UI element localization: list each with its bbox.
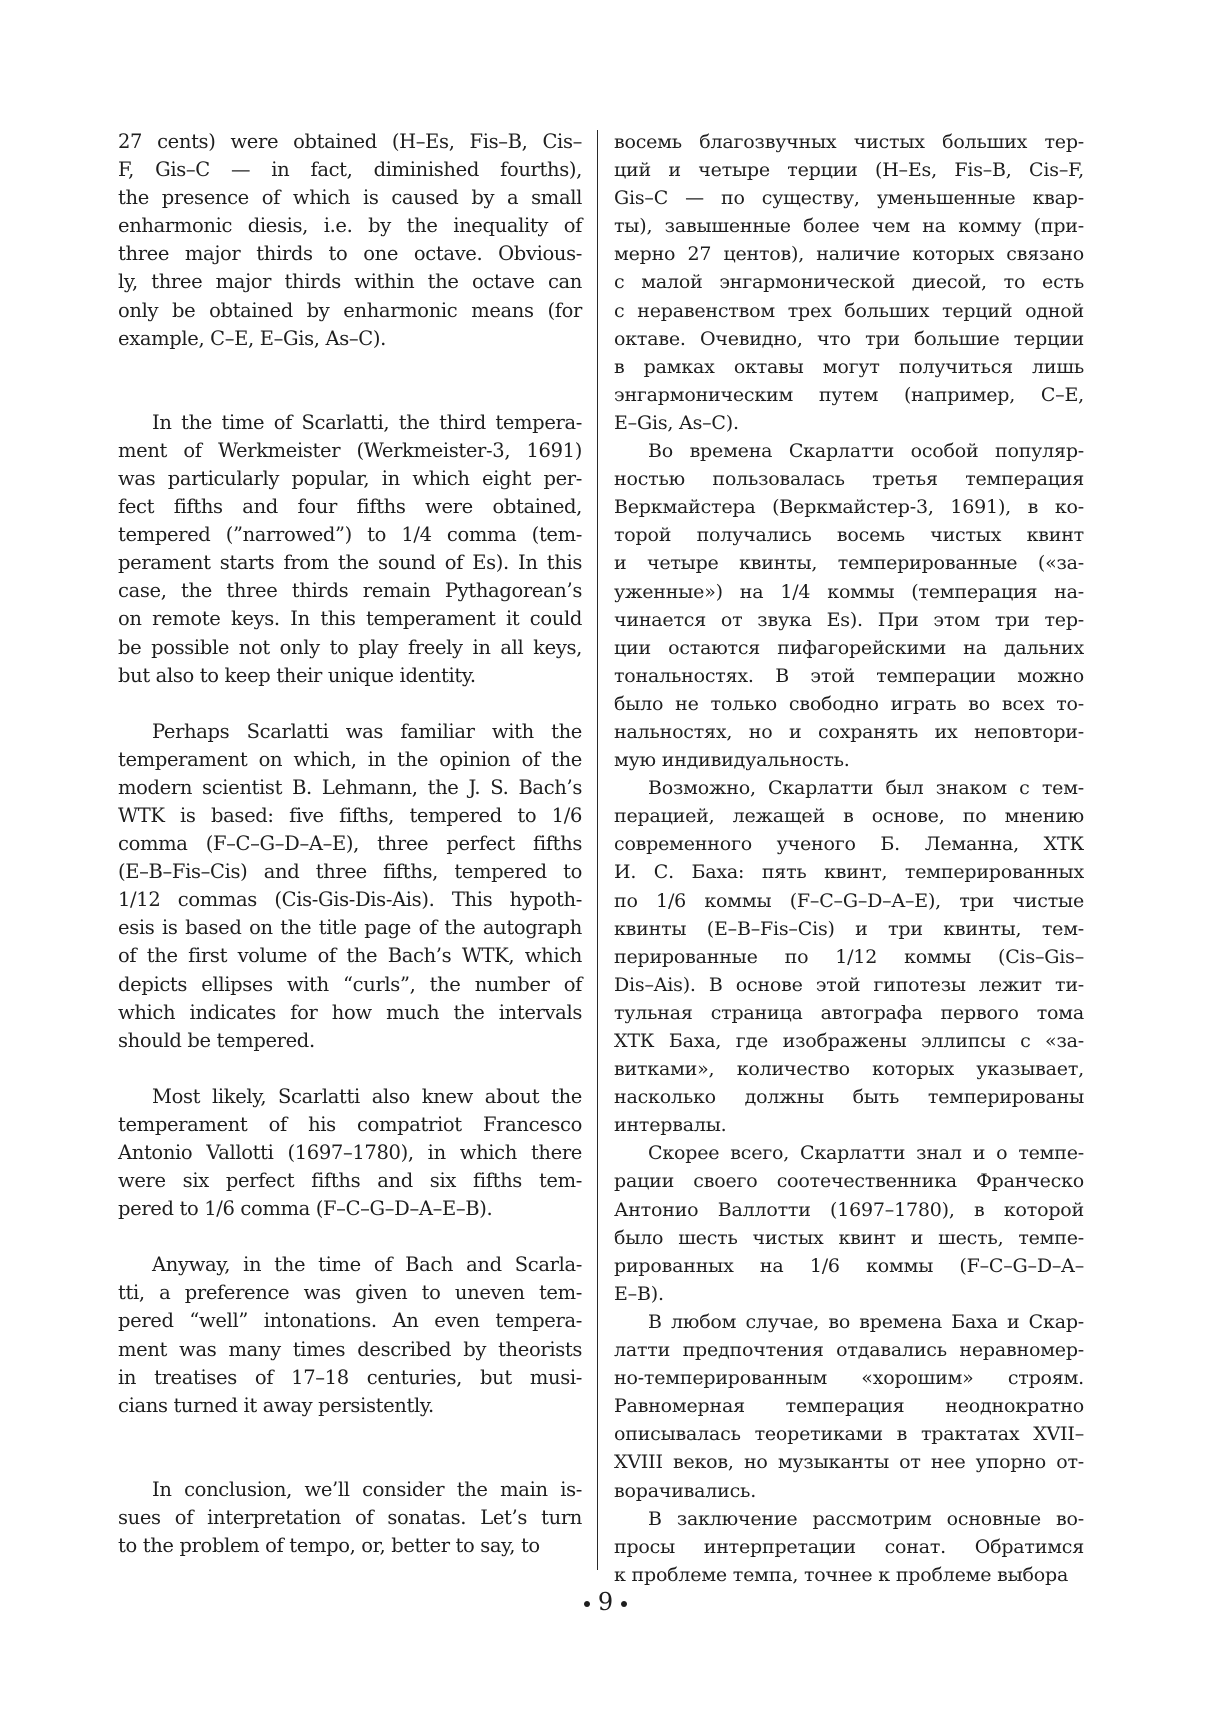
- text-line: only be obtained by enharmonic means (for: [118, 298, 582, 322]
- paragraph: [614, 774, 1084, 1139]
- text-line: of the first volume of the Bach’s WTK, which: [118, 944, 582, 968]
- text-line: comma (F–C–G–D–A–E), three perfect fifths: [118, 832, 582, 856]
- text-line: Perhaps Scarlatti was familiar with the: [152, 719, 582, 743]
- bullet-dot-right: [621, 1601, 627, 1607]
- text-line: WTK is based: five fifths, tempered to 1/6: [118, 803, 582, 827]
- text-line: ment of Werkmeister (Werkmeister-3, 1691): [118, 438, 582, 462]
- text-line: ment was many times described by theorists: [118, 1337, 582, 1361]
- text-line: Скорее всего, Скарлатти знал и о темпе-: [648, 1142, 1084, 1165]
- text-line: Во времена Скарлатти особой популяр-: [648, 440, 1084, 463]
- paragraph: [118, 1083, 582, 1223]
- text-line: ностью пользовалась третья темперация: [614, 468, 1084, 491]
- text-line: ворачивались.: [614, 1479, 757, 1502]
- text-line: the presence of which is caused by a small: [118, 186, 582, 210]
- text-line: уженные») на 1/4 коммы (темперация на-: [614, 580, 1084, 603]
- text-line: E–B).: [614, 1282, 664, 1305]
- text-line: example, C–E, E–Gis, As–C).: [118, 326, 386, 350]
- text-line: перацией, лежащей в основе, по мнению: [614, 805, 1084, 828]
- paragraph: [118, 1476, 582, 1560]
- text-line: F, Gis–C — in fact, diminished fourths),: [118, 158, 582, 182]
- bullet-dot-left: [584, 1601, 590, 1607]
- russian-column: [614, 128, 1084, 1589]
- text-line: Веркмайстера (Веркмайстер-3, 1691), в ко-: [614, 496, 1084, 519]
- text-line: E–Gis, As–C).: [614, 411, 739, 434]
- text-line: In the time of Scarlatti, the third tempera-: [152, 410, 582, 434]
- text-line: In conclusion, we’ll consider the main is-: [152, 1477, 582, 1501]
- text-line: Равномерная темперация неоднократно: [614, 1395, 1084, 1418]
- text-line: торой получались восемь чистых квинт: [614, 524, 1084, 547]
- text-line: с малой энгармонической диесой, то есть: [614, 271, 1084, 294]
- text-line: мерно 27 центов), наличие которых связано: [614, 243, 1084, 266]
- text-line: И. С. Баха: пять квинт, темперированных: [614, 861, 1084, 884]
- text-line: tempered (”narrowed”) to 1/4 comma (tem-: [118, 523, 582, 547]
- paragraph-gap: [118, 690, 582, 718]
- paragraph-gap: [118, 1055, 582, 1083]
- text-line: современного ученого Б. Леманна, ХТК: [614, 833, 1084, 856]
- text-line: pered to 1/6 comma (F–C–G–D–A–E–B).: [118, 1197, 493, 1221]
- text-line: depicts ellipses with “curls”, the number of: [118, 972, 582, 996]
- text-line: восемь благозвучных чистых больших тер-: [614, 131, 1084, 153]
- text-line: in treatises of 17–18 centuries, but musi-: [118, 1365, 582, 1389]
- text-line: с неравенством трех больших терций одной: [614, 299, 1084, 322]
- text-line: cians turned it away persistently.: [118, 1393, 434, 1417]
- text-line: perament starts from the sound of Es). In this: [118, 551, 582, 575]
- paragraph: [118, 128, 582, 353]
- text-line: esis is based on the title page of the autograph: [118, 916, 582, 940]
- text-line: латти предпочтения отдавались неравномер-: [614, 1339, 1084, 1362]
- paragraph: [614, 1139, 1084, 1308]
- paragraph-gap: [118, 353, 582, 409]
- text-line: В любом случае, во времена Баха и Скар-: [648, 1310, 1084, 1333]
- text-line: tti, a preference was given to uneven tem-: [118, 1281, 582, 1305]
- column-divider: [597, 130, 598, 1570]
- text-line: к проблеме темпа, точнее к проблеме выбора: [614, 1563, 1069, 1586]
- text-line: pered “well” intonations. An even tempera-: [118, 1309, 582, 1333]
- english-column: [118, 128, 582, 1560]
- text-line: Антонио Валлотти (1697–1780), в которой: [614, 1198, 1084, 1221]
- text-line: but also to keep their unique identity.: [118, 663, 476, 687]
- text-line: was particularly popular, in which eight per-: [118, 466, 582, 490]
- text-line: рации своего соотечественника Франческо: [614, 1170, 1084, 1193]
- paragraph-gap: [118, 1420, 582, 1476]
- text-line: ХТК Баха, где изображены эллипсы с «за-: [614, 1030, 1084, 1052]
- text-line: Gis–C — по существу, уменьшенные квар-: [614, 187, 1084, 210]
- text-line: мую индивидуальность.: [614, 749, 850, 772]
- text-line: should be tempered.: [118, 1028, 315, 1052]
- text-line: fect fifths and four fifths were obtained,: [118, 495, 582, 519]
- text-line: case, the three thirds remain Pythagorean’s: [118, 579, 582, 603]
- text-line: перированные по 1/12 коммы (Cis–Gis–: [614, 945, 1084, 968]
- text-line: modern scientist B. Lehmann, the J. S. Bach’s: [118, 775, 582, 799]
- text-line: sues of interpretation of sonatas. Let’s turn: [118, 1505, 582, 1529]
- text-line: насколько должны быть темперированы: [614, 1086, 1084, 1109]
- text-line: temperament of his compatriot Francesco: [118, 1112, 582, 1136]
- text-line: было шесть чистых квинт и шесть, темпе-: [614, 1226, 1084, 1249]
- text-line: 27 cents) were obtained (H–Es, Fis–B, Cis–: [118, 130, 582, 153]
- text-line: (E–B–Fis–Cis) and three fifths, tempered to: [118, 860, 582, 884]
- text-line: В заключение рассмотрим основные во-: [648, 1507, 1084, 1530]
- paragraph-gap: [118, 1223, 582, 1251]
- text-line: просы интерпретации сонат. Обратимся: [614, 1535, 1084, 1558]
- page-number: [0, 1588, 1211, 1616]
- text-line: интервалы.: [614, 1114, 727, 1137]
- text-line: 1/12 commas (Cis-Gis-Dis-Ais). This hypoth-: [118, 888, 582, 912]
- text-line: Anyway, in the time of Bach and Scarla-: [152, 1253, 582, 1277]
- paragraph: [118, 718, 582, 1055]
- text-line: Most likely, Scarlatti also knew about the: [152, 1084, 582, 1108]
- text-line: ции остаются пифагорейскими на дальних: [614, 636, 1084, 659]
- paragraph: [614, 1308, 1084, 1505]
- text-line: витками», количество которых указывает,: [614, 1058, 1084, 1081]
- paragraph: [118, 409, 582, 690]
- paragraph: [614, 437, 1084, 774]
- text-line: three major thirds to one octave. Obvious-: [118, 242, 582, 266]
- text-line: тульная страница автографа первого тома: [614, 1001, 1084, 1024]
- text-line: be possible not only to play freely in all keys,: [118, 635, 582, 659]
- text-line: описывалась теоретиками в трактатах XVII–: [614, 1423, 1084, 1446]
- text-line: октаве. Очевидно, что три большие терции: [614, 327, 1084, 350]
- text-line: энгармоническим путем (например, C–E,: [614, 383, 1084, 406]
- text-line: но-темперированным «хорошим» строям.: [614, 1367, 1084, 1390]
- text-line: в рамках октавы могут получиться лишь: [614, 355, 1084, 378]
- text-line: XVIII веков, но музыканты от нее упорно от-: [614, 1451, 1084, 1474]
- text-line: и четыре квинты, темперированные («за-: [614, 552, 1084, 575]
- text-line: temperament on which, in the opinion of the: [118, 747, 582, 771]
- text-line: enharmonic diesis, i.e. by the inequality of: [118, 214, 582, 238]
- text-line: were six perfect fifths and six fifths tem-: [118, 1169, 582, 1193]
- text-line: on remote keys. In this temperament it could: [118, 607, 582, 631]
- text-line: квинты (E–B–Fis–Cis) и три квинты, тем-: [614, 917, 1084, 940]
- page-number-text: 9: [597, 1588, 614, 1616]
- text-line: ly, three major thirds within the octave can: [118, 270, 582, 294]
- text-line: Antonio Vallotti (1697–1780), in which there: [118, 1141, 582, 1164]
- text-line: which indicates for how much the intervals: [118, 1000, 582, 1024]
- text-line: рированных на 1/6 коммы (F–C–G–D–A–: [614, 1254, 1084, 1277]
- text-line: чинается от звука Es). При этом три тер-: [614, 608, 1084, 631]
- text-line: Возможно, Скарлатти был знаком с тем-: [648, 777, 1084, 800]
- paragraph: [614, 128, 1084, 437]
- paragraph: [118, 1251, 582, 1420]
- text-line: тональностях. В этой темперации можно: [614, 664, 1084, 687]
- text-line: нальностях, но и сохранять их неповтори-: [614, 720, 1084, 743]
- text-line: to the problem of tempo, or, better to say, to: [118, 1534, 540, 1558]
- paragraph: [614, 1505, 1084, 1589]
- text-line: ты), завышенные более чем на комму (при-: [614, 215, 1084, 238]
- text-line: ций и четыре терции (H–Es, Fis–B, Cis–F,: [614, 159, 1084, 182]
- text-line: было не только свободно играть во всех то-: [614, 692, 1084, 715]
- text-line: по 1/6 коммы (F–C–G–D–A–E), три чистые: [614, 889, 1084, 912]
- text-line: Dis–Ais). В основе этой гипотезы лежит ти-: [614, 973, 1084, 996]
